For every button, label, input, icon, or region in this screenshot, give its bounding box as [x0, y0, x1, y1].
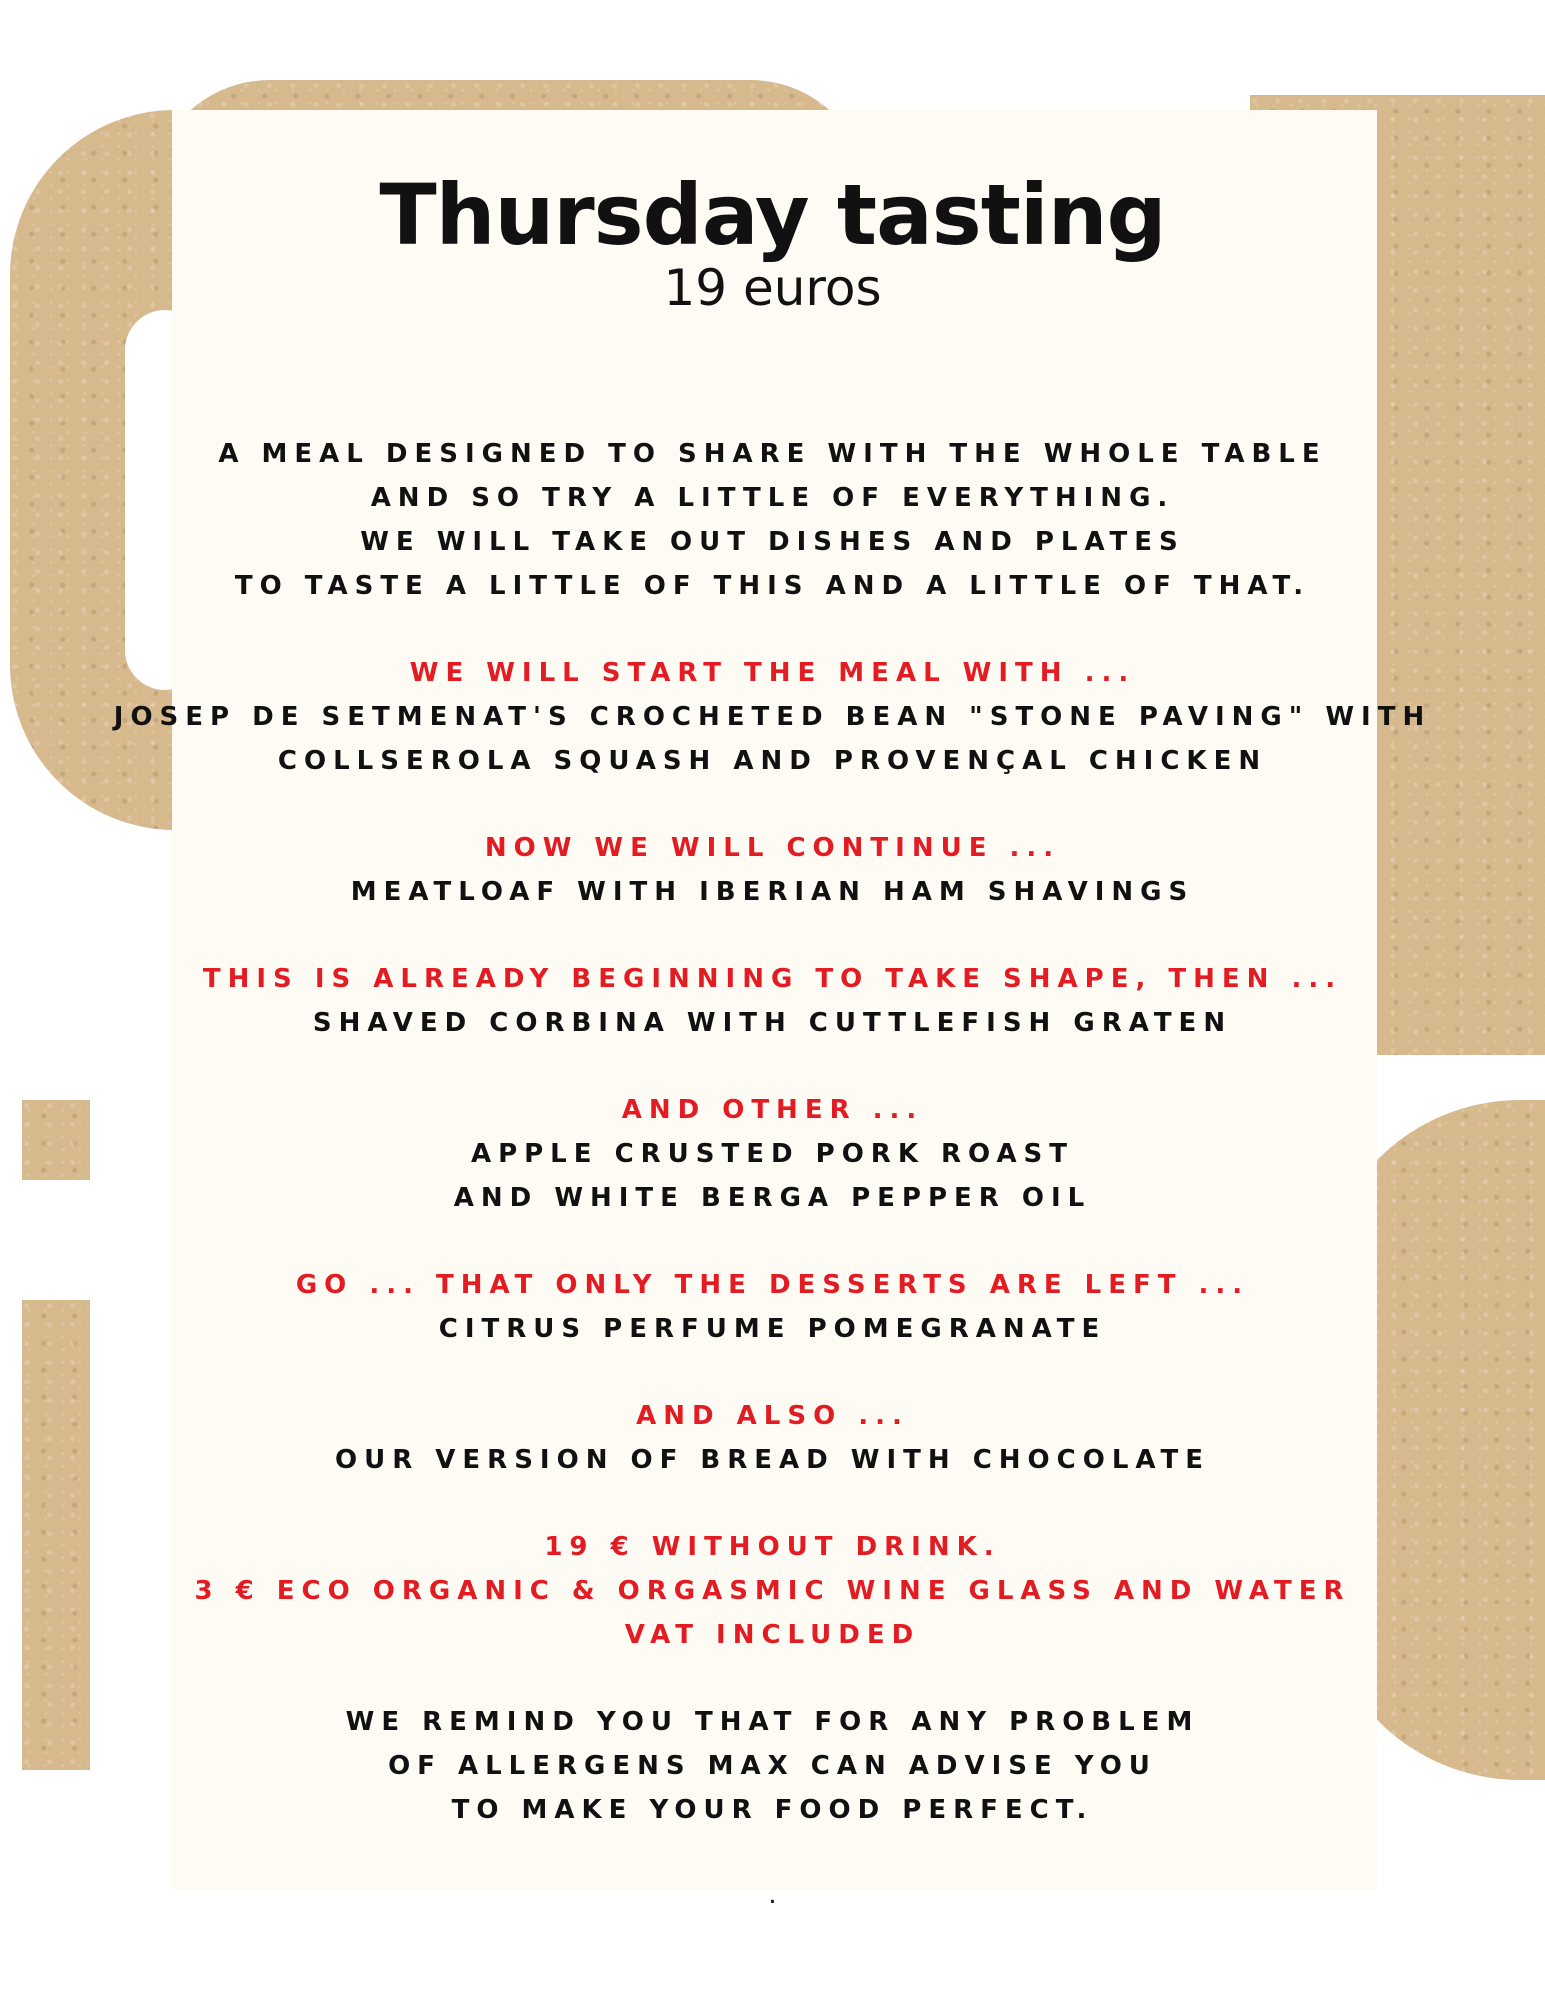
course-dish: OUR VERSION OF BREAD WITH CHOCOLATE: [335, 1445, 1210, 1475]
allergen-line: TO MAKE YOUR FOOD PERFECT.: [451, 1795, 1094, 1825]
allergen-line: WE REMIND YOU THAT FOR ANY PROBLEM: [345, 1707, 1200, 1737]
course-dish: SHAVED CORBINA WITH CUTTLEFISH GRATEN: [312, 1008, 1233, 1038]
course-heading: THIS IS ALREADY BEGINNING TO TAKE SHAPE, THEN ...: [202, 964, 1343, 994]
intro-line: AND SO TRY A LITTLE OF EVERYTHING.: [370, 483, 1175, 513]
course-dish: CITRUS PERFUME POMEGRANATE: [438, 1314, 1107, 1344]
pricing-notes: [0, 1525, 1545, 1657]
intro-line: A MEAL DESIGNED TO SHARE WITH THE WHOLE TABLE: [218, 439, 1327, 469]
intro-block: [0, 432, 1545, 608]
course-third: [0, 957, 1545, 1045]
course-heading: GO ... THAT ONLY THE DESSERTS ARE LEFT ...: [295, 1270, 1250, 1300]
pricing-line: 19 € WITHOUT DRINK.: [544, 1532, 1001, 1562]
course-dessert: [0, 1263, 1545, 1351]
course-heading: AND OTHER ...: [621, 1095, 924, 1125]
course-second: [0, 826, 1545, 914]
course-heading: WE WILL START THE MEAL WITH ...: [409, 658, 1136, 688]
menu-title: Thursday tasting: [379, 166, 1166, 264]
course-final: [0, 1394, 1545, 1482]
intro-line: TO TASTE A LITTLE OF THIS AND A LITTLE OF THAT.: [234, 571, 1311, 601]
course-dish: APPLE CRUSTED PORK ROAST: [470, 1139, 1075, 1169]
course-starter: [0, 651, 1545, 783]
course-fourth: [0, 1088, 1545, 1220]
footer-mark: .: [768, 1880, 777, 1910]
menu-body: [0, 432, 1545, 1832]
pricing-line: VAT INCLUDED: [624, 1620, 921, 1650]
course-dish: AND WHITE BERGA PEPPER OIL: [453, 1183, 1092, 1213]
course-heading: AND ALSO ...: [636, 1401, 909, 1431]
course-dish: COLLSEROLA SQUASH AND PROVENÇAL CHICKEN: [277, 746, 1268, 776]
allergen-line: OF ALLERGENS MAX CAN ADVISE YOU: [388, 1751, 1157, 1781]
allergen-note: [0, 1700, 1545, 1832]
course-heading: NOW WE WILL CONTINUE ...: [484, 833, 1061, 863]
menu-price: 19 euros: [663, 259, 882, 317]
course-dish: JOSEP DE SETMENAT'S CROCHETED BEAN "STONE PAVING" WITH: [113, 702, 1432, 732]
intro-line: WE WILL TAKE OUT DISHES AND PLATES: [360, 527, 1185, 557]
course-dish: MEATLOAF WITH IBERIAN HAM SHAVINGS: [350, 877, 1195, 907]
pricing-line: 3 € ECO ORGANIC & ORGASMIC WINE GLASS AND WATER: [194, 1576, 1351, 1606]
